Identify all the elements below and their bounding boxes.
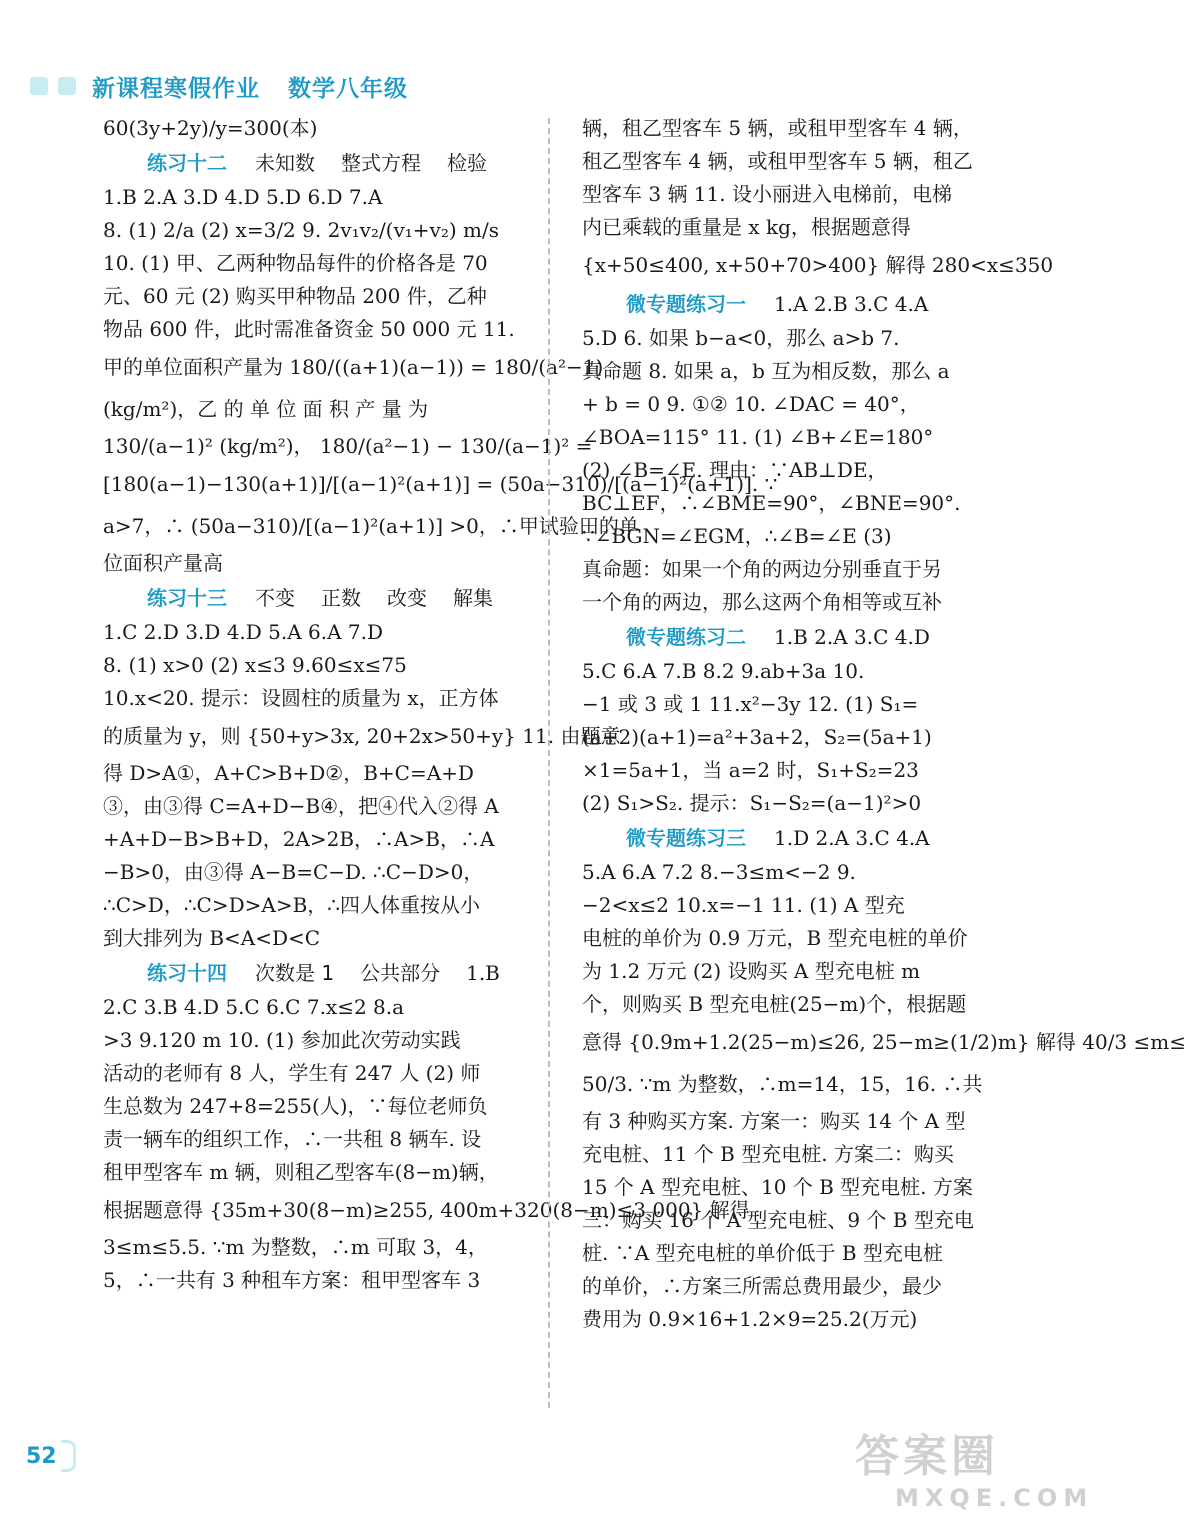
answer-line: 10. (1) 甲、乙两种物品每件的价格各是 70 [103,251,488,275]
exercise-heading [582,820,1022,856]
answer-line: 130/(a−1)² (kg/m²)， 180/(a²−1) − 130/(a−1)² = [103,434,593,458]
answer-line: 5.D 6. 如果 b−a<0，那么 a>b 7. [582,326,900,350]
answer-line: (a+2)(a+1)=a²+3a+2，S₂=(5a+1) [582,725,932,749]
answer-line: [180(a−1)−130(a+1)]/[(a−1)²(a+1)] = (50a−310)/[(a−1)²(a+1)]. ∵ [103,472,778,496]
answer-line: 责一辆车的组织工作，∴一共租 8 辆车. 设 [103,1127,482,1151]
answer-line: {x+50≤400, x+50+70>400} 解得 280<x≤350 [582,253,1054,277]
exercise-heading [582,286,1022,322]
header-decoration-square [30,77,48,95]
page-number [26,1440,76,1472]
answer-line: −B>0，由③得 A−B=C−D. ∴C−D>0， [103,860,484,884]
answer-line: BC⊥EF，∴∠BME=90°，∠BNE=90°. [582,491,961,515]
exercise-title: 微专题练习二 [626,625,746,649]
watermark-url: MXQE.COM [895,1484,1094,1512]
exercise-title: 练习十三 [147,586,227,610]
answer-line: 真命题：如果一个角的两边分别垂直于另 [582,557,942,581]
answer-line: 60(3y+2y)/y=300(本) [103,116,318,140]
watermark-glyphs: 答案圈 [855,1431,999,1482]
book-title: 新课程寒假作业 [92,75,260,102]
answer-line: ∵∠BGN=∠EGM，∴∠B=∠E (3) [582,524,892,548]
answer-line: 到大排列为 B<A<D<C [103,926,321,950]
column-divider [548,118,550,1408]
exercise-heading [103,145,543,181]
exercise-title: 微专题练习三 [626,826,746,850]
exercise-title: 练习十四 [147,961,227,985]
answer-line: 1.C 2.D 3.D 4.D 5.A 6.A 7.D [103,620,384,644]
answer-line: (2) S₁>S₂. 提示：S₁−S₂=(a−1)²>0 [582,791,922,815]
answer-line: 1.B 2.A 3.D 4.D 5.D 6.D 7.A [103,185,383,209]
page-header [30,70,408,102]
answer-line: (2) ∠B=∠E. 理由：∵AB⊥DE， [582,458,888,482]
answer-line: 3≤m≤5.5. ∵m 为整数，∴m 可取 3，4， [103,1235,488,1259]
fill-blank-answer: 整式方程 [341,151,421,175]
answer-line: >3 9.120 m 10. (1) 参加此次劳动实践 [103,1028,461,1052]
answer-line: 根据题意得 {35m+30(8−m)≥255, 400m+320(8−m)≤3 000} 解得 [103,1198,750,1222]
answer-line: 10.x<20. 提示：设圆柱的质量为 x，正方体 [103,686,499,710]
answer-line: 型客车 3 辆 11. 设小丽进入电梯前，电梯 [582,182,952,206]
answer-line: 充电桩、11 个 B 型充电桩. 方案二：购买 [582,1142,954,1166]
answer-line: 的质量为 y，则 {50+y>3x, 20+2x>50+y} 11. 由题意 [103,724,621,748]
fill-blank-answer: 未知数 [255,151,315,175]
answer-text: 1.B [466,961,500,985]
header-decoration-square [58,77,76,95]
answer-line: 物品 600 件，此时需准备资金 50 000 元 11. [103,317,515,341]
answer-text: 1.A 2.B 3.C 4.A [774,292,929,316]
fill-blank-answer: 次数是 1 [255,961,335,985]
answer-line: 的单价，∴方案三所需总费用最少，最少 [582,1274,942,1298]
exercise-heading [582,619,1022,655]
answer-line: + b = 0 9. ①② 10. ∠DAC = 40°， [582,392,920,416]
answer-line: 内已乘载的重量是 x kg，根据题意得 [582,215,911,239]
exercise-title: 微专题练习一 [626,292,746,316]
answer-line: (kg/m²)，乙 的 单 位 面 积 产 量 为 [103,397,429,421]
answer-line: 50/3. ∵m 为整数，∴m=14，15，16. ∴共 [582,1072,983,1096]
answer-line: 租乙型客车 4 辆，或租甲型客车 5 辆，租乙 [582,149,973,173]
answer-line: 8. (1) 2/a (2) x=3/2 9. 2v₁v₂/(v₁+v₂) m/s [103,218,499,242]
answer-line: 5，∴一共有 3 种租车方案：租甲型客车 3 [103,1268,481,1292]
answer-line: 真命题 8. 如果 a，b 互为相反数，那么 a [582,359,950,383]
answer-line: 活动的老师有 8 人，学生有 247 人 (2) 师 [103,1061,481,1085]
page-number-bracket-icon [61,1440,76,1472]
answer-line: 15 个 A 型充电桩、10 个 B 型充电桩. 方案 [582,1175,973,1199]
answer-line: 有 3 种购买方案. 方案一：购买 14 个 A 型 [582,1109,966,1133]
answer-line: 费用为 0.9×16+1.2×9=25.2(万元) [582,1307,918,1331]
answer-line: 生总数为 247+8=255(人)，∵每位老师负 [103,1094,488,1118]
answer-line: 意得 {0.9m+1.2(25−m)≤26, 25−m≥(1/2)m} 解得 40/3 ≤m≤ [582,1030,1186,1054]
answer-line: 辆，租乙型客车 5 辆，或租甲型客车 4 辆， [582,116,973,140]
answer-line: ∠BOA=115° 11. (1) ∠B+∠E=180° [582,425,934,449]
fill-blank-answer: 改变 [387,586,427,610]
exercise-title: 练习十二 [147,151,227,175]
answer-line: −2<x≤2 10.x=−1 11. (1) A 型充 [582,893,905,917]
answer-line: −1 或 3 或 1 11.x²−3y 12. (1) S₁= [582,692,919,716]
exercise-heading [103,955,543,991]
watermark-logo [855,1420,1093,1512]
answer-line: 一个角的两边，那么这两个角相等或互补 [582,590,942,614]
answer-line: 2.C 3.B 4.D 5.C 6.C 7.x≤2 8.a [103,995,405,1019]
answer-line: 8. (1) x>0 (2) x≤3 9.60≤x≤75 [103,653,407,677]
answer-line: 位面积产量高 [103,551,223,575]
answer-line: 电桩的单价为 0.9 万元，B 型充电桩的单价 [582,926,968,950]
answer-line: 为 1.2 万元 (2) 设购买 A 型充电桩 m [582,959,921,983]
page-number-text: 52 [26,1443,57,1469]
exercise-heading [103,580,543,616]
answer-line: 甲的单位面积产量为 180/((a+1)(a−1)) = 180/(a²−1) [103,355,604,379]
fill-blank-answer: 正数 [321,586,361,610]
fill-blank-answer: 检验 [447,151,487,175]
fill-blank-answer: 不变 [255,586,295,610]
answer-line: 5.A 6.A 7.2 8.−3≤m<−2 9. [582,860,856,884]
answer-line: 5.C 6.A 7.B 8.2 9.ab+3a 10. [582,659,865,683]
answer-line: a>7，∴ (50a−310)/[(a−1)²(a+1)] >0，∴甲试验田的单 [103,514,639,538]
answer-line: ③，由③得 C=A+D−B④，把④代入②得 A [103,794,499,818]
fill-blank-answer: 解集 [453,586,493,610]
answer-text: 1.B 2.A 3.C 4.D [774,625,930,649]
answer-line: 租甲型客车 m 辆，则租乙型客车(8−m)辆， [103,1160,499,1184]
right-answer-column [582,112,1186,1336]
answer-line: 三：购买 16 个 A 型充电桩、9 个 B 型充电 [582,1208,974,1232]
book-subject: 数学八年级 [288,75,408,102]
answer-text: 1.D 2.A 3.C 4.A [774,826,930,850]
answer-line: 得 D>A①，A+C>B+D②，B+C=A+D [103,761,474,785]
answer-line: 桩. ∵A 型充电桩的单价低于 B 型充电桩 [582,1241,943,1265]
answer-line: +A+D−B>B+D，2A>2B，∴A>B，∴A [103,827,495,851]
answer-line: ×1=5a+1，当 a=2 时，S₁+S₂=23 [582,758,919,782]
answer-line: 个，则购买 B 型充电桩(25−m)个，根据题 [582,992,967,1016]
answer-line: ∴C>D，∴C>D>A>B，∴四人体重按从小 [103,893,481,917]
answer-line: 元、60 元 (2) 购买甲种物品 200 件，乙种 [103,284,487,308]
fill-blank-answer: 公共部分 [360,961,441,985]
